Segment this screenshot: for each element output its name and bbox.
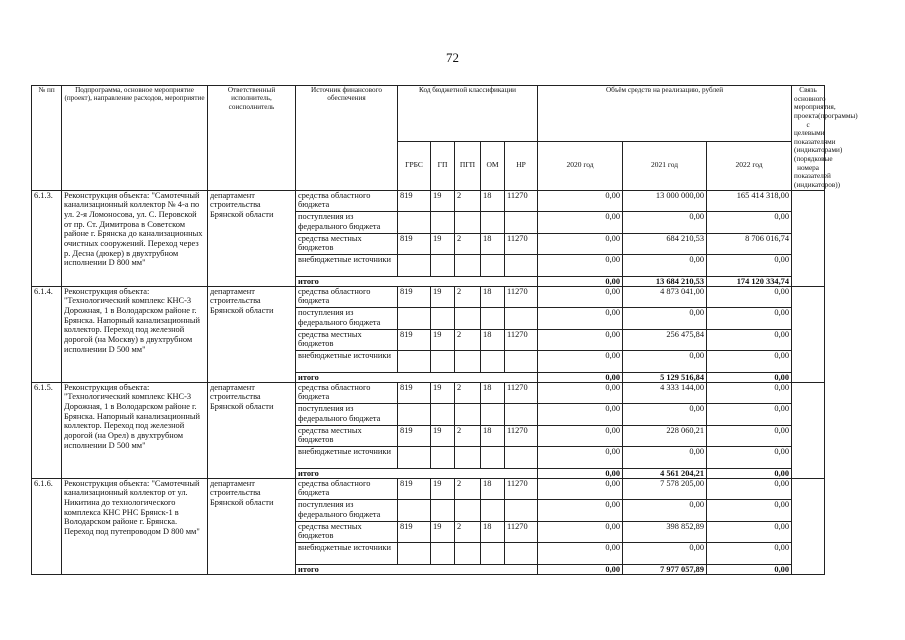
header-2022: 2022 год (707, 141, 792, 190)
funding-source: средства местных бюджетов (296, 425, 398, 447)
amount-2022: 165 414 318,00 (707, 190, 792, 212)
indicator-link-cell (792, 478, 825, 574)
code-grbs: 819 (398, 329, 431, 351)
code-np: 11270 (505, 286, 538, 308)
code-pgp: 2 (455, 329, 481, 351)
code-gp (431, 351, 455, 373)
code-pgp (455, 351, 481, 373)
amount-2020: 0,00 (538, 478, 623, 500)
total-amount-2022: 0,00 (707, 372, 792, 382)
activity-index: 6.1.4. (32, 286, 62, 382)
code-gp (431, 447, 455, 469)
amount-2021: 13 000 000,00 (623, 190, 707, 212)
code-np (505, 212, 538, 234)
code-pgp (455, 212, 481, 234)
funding-source: внебюджетные источники (296, 543, 398, 565)
code-gp (431, 255, 455, 277)
amount-2020: 0,00 (538, 351, 623, 373)
amount-2021: 256 475,84 (623, 329, 707, 351)
code-np: 11270 (505, 329, 538, 351)
amount-2022: 0,00 (707, 521, 792, 543)
table-header (32, 86, 858, 191)
code-gp (431, 308, 455, 330)
total-amount-2021: 13 684 210,53 (623, 276, 707, 286)
table-body (32, 190, 825, 574)
table-row (32, 382, 825, 404)
funding-source: средства областного бюджета (296, 382, 398, 404)
code-pgp: 2 (455, 425, 481, 447)
code-grbs: 819 (398, 233, 431, 255)
code-gp: 19 (431, 521, 455, 543)
code-om (481, 500, 505, 522)
funding-source: внебюджетные источники (296, 447, 398, 469)
code-grbs (398, 351, 431, 373)
code-grbs: 819 (398, 382, 431, 404)
code-pgp (455, 255, 481, 277)
code-om (481, 351, 505, 373)
code-np: 11270 (505, 478, 538, 500)
code-gp: 19 (431, 478, 455, 500)
code-om: 18 (481, 329, 505, 351)
amount-2020: 0,00 (538, 543, 623, 565)
amount-2022: 0,00 (707, 447, 792, 469)
header-name: Подпрограмма, основное мероприятие (проект), направление расходов, мероприятие (62, 86, 208, 191)
total-amount-2020: 0,00 (538, 564, 623, 574)
amount-2022: 0,00 (707, 255, 792, 277)
amount-2021: 0,00 (623, 308, 707, 330)
indicator-link-cell (792, 286, 825, 382)
header-resp: Ответственный исполнитель, соисполнитель (208, 86, 296, 191)
code-om: 18 (481, 425, 505, 447)
funding-source: поступления из федерального бюджета (296, 500, 398, 522)
code-np: 11270 (505, 382, 538, 404)
code-om: 18 (481, 286, 505, 308)
code-grbs (398, 308, 431, 330)
code-grbs (398, 543, 431, 565)
table-row (32, 286, 825, 308)
amount-2020: 0,00 (538, 212, 623, 234)
code-grbs: 819 (398, 286, 431, 308)
total-label: итого (296, 468, 538, 478)
code-om: 18 (481, 233, 505, 255)
amount-2022: 0,00 (707, 286, 792, 308)
total-amount-2022: 0,00 (707, 564, 792, 574)
activity-name: Реконструкция объекта: "Самотечный канализационный коллектор от ул. Никитина до технологического комплекса КНС РНС Брянск-1 в Володарском районе г. Брянска. Переход под путепроводом D 800 мм" (62, 478, 208, 574)
header-om: ОМ (481, 141, 505, 190)
amount-2021: 4 333 144,00 (623, 382, 707, 404)
amount-2022: 0,00 (707, 478, 792, 500)
funding-source: средства местных бюджетов (296, 521, 398, 543)
code-pgp (455, 308, 481, 330)
code-gp: 19 (431, 329, 455, 351)
activity-name: Реконструкция объекта: "Технологический комплекс КНС-3 Дорожная, 1 в Володарском районе г. Брянска. Напорный канализационный коллектор. Переход под железной дорогой (на Орел) в двухтрубном исполнении D 500 мм" (62, 382, 208, 478)
amount-2021: 0,00 (623, 255, 707, 277)
amount-2021: 4 873 041,00 (623, 286, 707, 308)
page-number: 72 (446, 50, 459, 65)
code-gp: 19 (431, 190, 455, 212)
code-pgp (455, 543, 481, 565)
code-gp (431, 500, 455, 522)
code-grbs (398, 212, 431, 234)
total-label: итого (296, 372, 538, 382)
code-om: 18 (481, 190, 505, 212)
code-grbs (398, 255, 431, 277)
code-grbs: 819 (398, 190, 431, 212)
code-gp: 19 (431, 286, 455, 308)
budget-table (31, 85, 858, 575)
amount-2020: 0,00 (538, 521, 623, 543)
funding-source: внебюджетные источники (296, 351, 398, 373)
amount-2022: 0,00 (707, 404, 792, 426)
code-om (481, 447, 505, 469)
table-row (32, 190, 825, 212)
code-np (505, 447, 538, 469)
activity-index: 6.1.3. (32, 190, 62, 286)
funding-source: средства местных бюджетов (296, 233, 398, 255)
total-amount-2021: 7 977 057,89 (623, 564, 707, 574)
code-pgp (455, 500, 481, 522)
amount-2022: 0,00 (707, 212, 792, 234)
funding-source: средства областного бюджета (296, 478, 398, 500)
code-pgp: 2 (455, 478, 481, 500)
code-pgp: 2 (455, 286, 481, 308)
responsible-executor: департамент строительства Брянской области (208, 286, 296, 382)
amount-2020: 0,00 (538, 447, 623, 469)
code-om: 18 (481, 382, 505, 404)
total-amount-2020: 0,00 (538, 372, 623, 382)
amount-2021: 0,00 (623, 543, 707, 565)
funding-source: поступления из федерального бюджета (296, 212, 398, 234)
amount-2021: 7 578 205,00 (623, 478, 707, 500)
indicator-link-cell (792, 382, 825, 478)
header-link: Связь основного мероприятия, проекта(программы) с целевыми показателями (индикаторами) (порядковые номера показателей (индикаторов)) (792, 86, 825, 191)
code-grbs: 819 (398, 425, 431, 447)
code-pgp: 2 (455, 521, 481, 543)
total-amount-2022: 0,00 (707, 468, 792, 478)
code-pgp (455, 404, 481, 426)
code-grbs (398, 500, 431, 522)
total-amount-2022: 174 120 334,74 (707, 276, 792, 286)
header-np: НР (505, 141, 538, 190)
amount-2022: 0,00 (707, 382, 792, 404)
code-np (505, 255, 538, 277)
amount-2020: 0,00 (538, 308, 623, 330)
code-np: 11270 (505, 190, 538, 212)
amount-2021: 0,00 (623, 500, 707, 522)
amount-2022: 0,00 (707, 543, 792, 565)
amount-2020: 0,00 (538, 329, 623, 351)
amount-2021: 684 210,53 (623, 233, 707, 255)
code-om (481, 212, 505, 234)
amount-2020: 0,00 (538, 382, 623, 404)
header-num: № пп (32, 86, 62, 191)
header-pgp: ПГП (455, 141, 481, 190)
code-np (505, 543, 538, 565)
amount-2022: 8 706 016,74 (707, 233, 792, 255)
code-om: 18 (481, 521, 505, 543)
code-pgp: 2 (455, 233, 481, 255)
code-pgp: 2 (455, 190, 481, 212)
code-gp: 19 (431, 425, 455, 447)
header-amount: Объём средств на реализацию, рублей (538, 86, 792, 142)
amount-2021: 0,00 (623, 212, 707, 234)
total-amount-2021: 5 129 516,84 (623, 372, 707, 382)
code-np: 11270 (505, 425, 538, 447)
activity-index: 6.1.5. (32, 382, 62, 478)
amount-2020: 0,00 (538, 286, 623, 308)
responsible-executor: департамент строительства Брянской области (208, 478, 296, 574)
amount-2020: 0,00 (538, 233, 623, 255)
amount-2022: 0,00 (707, 425, 792, 447)
code-pgp: 2 (455, 382, 481, 404)
code-np (505, 351, 538, 373)
code-gp (431, 543, 455, 565)
amount-2021: 0,00 (623, 447, 707, 469)
total-amount-2020: 0,00 (538, 276, 623, 286)
code-grbs: 819 (398, 521, 431, 543)
funding-source: поступления из федерального бюджета (296, 404, 398, 426)
amount-2022: 0,00 (707, 308, 792, 330)
header-source: Источник финансового обеспечения (296, 86, 398, 191)
header-gp: ГП (431, 141, 455, 190)
code-np: 11270 (505, 233, 538, 255)
amount-2020: 0,00 (538, 404, 623, 426)
code-grbs: 819 (398, 478, 431, 500)
responsible-executor: департамент строительства Брянской области (208, 190, 296, 286)
code-np: 11270 (505, 521, 538, 543)
header-kbk: Код бюджетной классификации (398, 86, 538, 142)
code-gp: 19 (431, 382, 455, 404)
amount-2020: 0,00 (538, 255, 623, 277)
amount-2021: 398 852,89 (623, 521, 707, 543)
activity-index: 6.1.6. (32, 478, 62, 574)
code-np (505, 404, 538, 426)
responsible-executor: департамент строительства Брянской области (208, 382, 296, 478)
code-gp (431, 404, 455, 426)
amount-2022: 0,00 (707, 500, 792, 522)
code-gp: 19 (431, 233, 455, 255)
header-2020: 2020 год (538, 141, 623, 190)
total-label: итого (296, 276, 538, 286)
total-amount-2021: 4 561 204,21 (623, 468, 707, 478)
table-row (32, 478, 825, 500)
code-pgp (455, 447, 481, 469)
activity-name: Реконструкция объекта: "Самотечный канализационный коллектор № 4-а по ул. 2-я Ломоносова, ул. С. Перовской от пр. Ст. Димитрова в Советском районе г. Брянска до канализационных очистных сооружений. Переход через р. Десна (дюкер) в двухтрубном исполнении D 800 мм" (62, 190, 208, 286)
total-label: итого (296, 564, 538, 574)
funding-source: средства местных бюджетов (296, 329, 398, 351)
code-om (481, 308, 505, 330)
amount-2021: 228 060,21 (623, 425, 707, 447)
amount-2020: 0,00 (538, 425, 623, 447)
amount-2022: 0,00 (707, 351, 792, 373)
funding-source: поступления из федерального бюджета (296, 308, 398, 330)
header-grbs: ГРБС (398, 141, 431, 190)
amount-2020: 0,00 (538, 500, 623, 522)
activity-name: Реконструкция объекта: "Технологический комплекс КНС-3 Дорожная, 1 в Володарском районе г. Брянска. Напорный канализационный коллектор. Переход под железной дорогой (на Москву) в двухтрубном исполнении D 500 мм" (62, 286, 208, 382)
amount-2020: 0,00 (538, 190, 623, 212)
code-om (481, 255, 505, 277)
code-np (505, 500, 538, 522)
amount-2021: 0,00 (623, 351, 707, 373)
code-np (505, 308, 538, 330)
funding-source: средства областного бюджета (296, 286, 398, 308)
code-grbs (398, 404, 431, 426)
code-om (481, 404, 505, 426)
amount-2022: 0,00 (707, 329, 792, 351)
code-gp (431, 212, 455, 234)
indicator-link-cell (792, 190, 825, 286)
funding-source: средства областного бюджета (296, 190, 398, 212)
amount-2021: 0,00 (623, 404, 707, 426)
total-amount-2020: 0,00 (538, 468, 623, 478)
funding-source: внебюджетные источники (296, 255, 398, 277)
code-grbs (398, 447, 431, 469)
code-om: 18 (481, 478, 505, 500)
code-om (481, 543, 505, 565)
header-2021: 2021 год (623, 141, 707, 190)
